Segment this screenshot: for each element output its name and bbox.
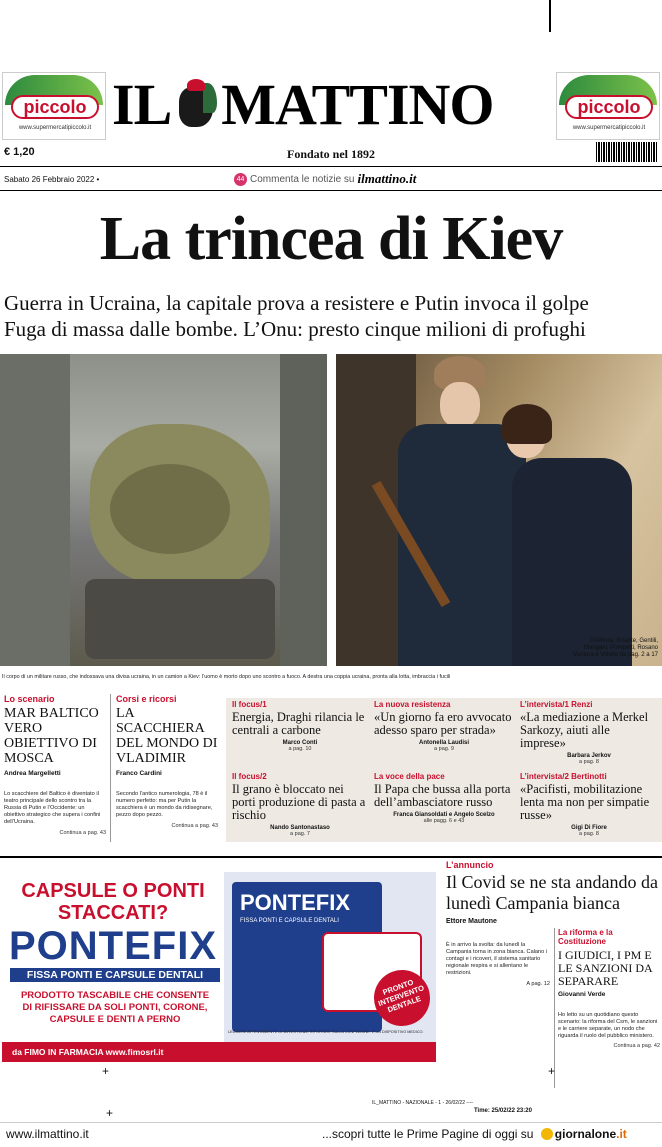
box-author: Nando Santonastaso bbox=[270, 825, 330, 831]
footer-rule bbox=[0, 1122, 662, 1123]
box-label: La nuova resistenza bbox=[374, 700, 451, 709]
photo-credits: D’Amora, Errante, Gentili, Mangani, Pompetti, Rosano Ventura e Vitiello da pag. 2 a 17 bbox=[573, 638, 658, 658]
photo-ukrainian-couple[interactable] bbox=[336, 354, 662, 666]
column-label: Corsi e ricorsi bbox=[116, 694, 177, 704]
news-box-resistenza[interactable] bbox=[374, 700, 514, 752]
barcode-icon bbox=[596, 142, 658, 162]
founded-line: Fondato nel 1892 bbox=[286, 147, 375, 161]
column-body: Lo scacchiere del Baltico è diventato il teatro principale dello scontro tra la Russia di Putin e l’Occidente: un obiettivo strategico che supera i confini dell’Ucraina. bbox=[4, 791, 101, 825]
footer-promo-text: ...scopri tutte le Prime Pagine di oggi su bbox=[322, 1127, 534, 1141]
box-page: a pag. 10 bbox=[288, 746, 312, 752]
footer-site-link[interactable]: www.ilmattino.it bbox=[6, 1127, 89, 1141]
folio-time: Time: 25/02/22 23:20 bbox=[474, 1108, 532, 1114]
article-label: L’annuncio bbox=[446, 860, 494, 870]
top-rule bbox=[549, 0, 551, 32]
piccolo-ad-right[interactable] bbox=[556, 72, 660, 140]
section-rule bbox=[0, 856, 662, 858]
giornalone-coin-icon bbox=[541, 1128, 553, 1140]
crop-mark-icon: + bbox=[106, 1106, 114, 1120]
footer-brand-tld: .it bbox=[616, 1127, 627, 1141]
article-body: Ho letto su un quotidiano questo scenario: la riforma del Csm, le sanzioni e le carriere separate, un nodo che riguarda il ruolo del pubblico ministero. bbox=[558, 1012, 658, 1039]
ad-brand: piccolo bbox=[565, 95, 653, 119]
opinion-column-corsi[interactable] bbox=[116, 694, 218, 829]
main-headline[interactable]: La trincea di Kiev bbox=[99, 205, 563, 273]
box-author: Antonella Laudisi bbox=[418, 740, 469, 746]
article-headline: I GIUDICI, I PM E LE SANZIONI DA SEPARARE bbox=[558, 948, 652, 988]
box-author: Franca Giansoldati e Angelo Scelzo bbox=[393, 812, 495, 818]
ad-url: www.supermercatipiccolo.it bbox=[18, 125, 92, 131]
box-label: L’intervista/2 Bertinotti bbox=[520, 772, 607, 781]
ad-brand: PONTEFIX bbox=[8, 924, 218, 968]
box-page: a pag. 7 bbox=[290, 831, 310, 837]
article-label: La riforma e la Costituzione bbox=[558, 928, 613, 946]
pontefix-advertisement[interactable] bbox=[2, 872, 436, 1062]
comment-link[interactable] bbox=[234, 171, 416, 187]
ad-description: PRODOTTO TASCABILE CHE CONSENTE DI RIFISSARE DA SOLI PONTI, CORONE, CAPSULE E DENTI A PERNO bbox=[20, 990, 210, 1025]
news-box-papa[interactable] bbox=[374, 772, 514, 824]
news-box-focus-2[interactable] bbox=[232, 772, 368, 837]
box-headline: Il Papa che bussa alla porta dell’ambasciatore russo bbox=[374, 782, 511, 809]
opinion-column-scenario[interactable] bbox=[4, 694, 106, 836]
news-box-bertinotti[interactable] bbox=[520, 772, 658, 837]
footer-brand: giornalone bbox=[554, 1127, 617, 1141]
footer-promo-link[interactable] bbox=[322, 1127, 627, 1141]
masthead-rule bbox=[0, 166, 662, 167]
article-riforma[interactable] bbox=[558, 928, 660, 1049]
news-box-renzi[interactable] bbox=[520, 700, 658, 765]
box-label: L’intervista/1 Renzi bbox=[520, 700, 593, 709]
ad-subtitle: FISSA PONTI E CAPSULE DENTALI bbox=[10, 968, 220, 982]
article-author: Giovanni Verde bbox=[558, 991, 606, 998]
box-headline: «Pacifisti, mobilitazione lenta ma non per simpatie russe» bbox=[520, 782, 650, 822]
box-page: a pag. 8 bbox=[579, 759, 599, 765]
box-label: Il focus/1 bbox=[232, 700, 267, 709]
ad-bottom-bar[interactable]: da FIMO IN FARMACIA www.fimosrl.it bbox=[2, 1042, 436, 1062]
rooster-icon bbox=[173, 77, 219, 133]
subheadline-1: Guerra in Ucraina, la capitale prova a resistere e Putin invoca il golpe bbox=[4, 291, 589, 315]
comment-count-badge: 44 bbox=[234, 173, 247, 186]
comment-site: ilmattino.it bbox=[357, 171, 417, 186]
price: € 1,20 bbox=[4, 146, 35, 158]
box-headline: Energia, Draghi rilancia le centrali a carbone bbox=[232, 710, 365, 737]
box-headline: Il grano è bloccato nei porti produzione di pasta a rischio bbox=[232, 782, 366, 822]
box-label: La voce della pace bbox=[374, 772, 445, 781]
dateline-rule bbox=[0, 190, 662, 191]
logo-text-left: IL bbox=[112, 72, 172, 137]
logo-text-right: MATTINO bbox=[221, 72, 494, 137]
column-continue[interactable]: Continua a pag. 43 bbox=[171, 823, 218, 829]
article-page[interactable]: A pag. 12 bbox=[526, 981, 550, 987]
crop-mark-icon: + bbox=[102, 1064, 110, 1078]
box-author: Barbara Jerkov bbox=[567, 753, 611, 759]
box-page: a pag. 8 bbox=[579, 831, 599, 837]
ad-url: www.supermercatipiccolo.it bbox=[572, 125, 646, 131]
column-headline: LA SCACCHIERA DEL MONDO DI VLADIMIR bbox=[116, 706, 218, 766]
subheadline-2: Fuga di massa dalle bombe. L’Onu: presto cinque milioni di profughi bbox=[4, 317, 586, 341]
crop-mark-icon: + bbox=[548, 1064, 556, 1078]
ad-brand: piccolo bbox=[11, 95, 99, 119]
box-headline: «Un giorno fa ero avvocato adesso sparo per strada» bbox=[374, 710, 512, 737]
column-headline: MAR BALTICO VERO OBIETTIVO DI MOSCA bbox=[4, 706, 99, 766]
article-continue[interactable]: Continua a pag. 42 bbox=[613, 1043, 660, 1049]
newspaper-logo[interactable] bbox=[112, 72, 552, 138]
article-annuncio-body: È in arrivo la svolta: da lunedì la Campania torna in zona bianca. Calano i contagi e i ricoveri, il sistema sanitario regionale respira e si allentano le restrizioni. A pag. 12 bbox=[446, 942, 550, 987]
dateline: Sabato 26 Febbraio 2022 • bbox=[4, 175, 100, 184]
column-author: Franco Cardini bbox=[116, 770, 162, 777]
box-author: Marco Conti bbox=[282, 740, 318, 746]
box-page: alle pagg. 6 e 43 bbox=[423, 818, 465, 824]
box-label: Il focus/2 bbox=[232, 772, 267, 781]
news-box-focus-1[interactable] bbox=[232, 700, 368, 752]
product-box-image: PONTEFIX FISSA PONTI E CAPSULE DENTALI bbox=[232, 882, 382, 1032]
photo-soldier-truck[interactable] bbox=[0, 354, 327, 666]
ad-headline: CAPSULE O PONTI STACCATI? bbox=[21, 880, 205, 924]
comment-text: Commenta le notizie su bbox=[250, 173, 355, 185]
article-annuncio[interactable] bbox=[446, 860, 660, 925]
photo-caption: Il corpo di un militare russo, che indossava una divisa ucraina, in un camion a Kiev: l’uomo è morto dopo uno scontro a fuoco. A destra una coppia ucraina, pronta alla lotta, imbraccia i fucili bbox=[2, 674, 451, 680]
folio-line: IL_MATTINO - NAZIONALE - 1 - 26/02/22 ---- bbox=[372, 1100, 474, 1106]
article-author: Ettore Mautone bbox=[446, 918, 497, 925]
column-label: Lo scenario bbox=[4, 694, 55, 704]
column-continue[interactable]: Continua a pag. 43 bbox=[59, 830, 106, 836]
column-divider bbox=[110, 694, 111, 842]
column-author: Andrea Margelletti bbox=[4, 770, 61, 777]
box-page: a pag. 9 bbox=[434, 746, 454, 752]
piccolo-ad-left[interactable] bbox=[2, 72, 106, 140]
box-author: Gigi Di Fiore bbox=[571, 825, 607, 831]
article-headline: Il Covid se ne sta andando da lunedì Campania bianca bbox=[446, 872, 658, 913]
ad-fineprint: LEGGERE ATTENTAMENTE LE AVVERTENZE RIPORTATE SULLA CONFEZIONE. È UN DISPOSITIVO MEDICO. bbox=[228, 1030, 424, 1034]
ad-promo-badge: PRONTO INTERVENTO DENTALE bbox=[366, 962, 436, 1034]
column-body: Secondo l’antico numerologia, 78 è il numero perfetto: ma per Putin la scacchiera è un mondo da ridisegnare, pezzo dopo pezzo. bbox=[116, 791, 213, 818]
box-headline: «La mediazione a Merkel Sarkozy, aiuti alle imprese» bbox=[520, 710, 649, 750]
